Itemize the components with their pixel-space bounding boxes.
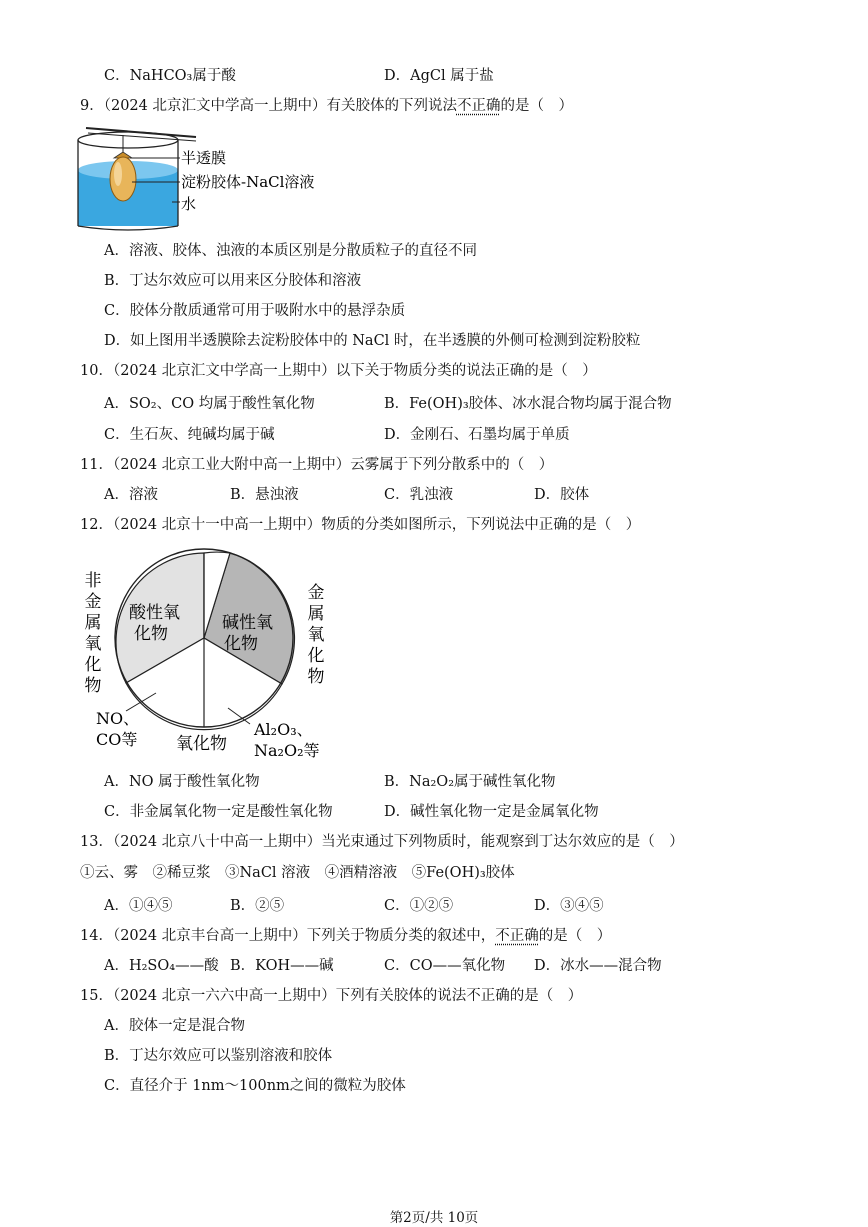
acidic-label-1: 酸性氧 [129,603,180,623]
q11-stem: 11．（2024 北京工业大附中高一上期中）云雾属于下列分散系中的（ ） [80,457,554,473]
q9-stem-prefix: 9．（2024 北京汇文中学高一上期中）有关胶体的下列说法 [80,98,457,114]
q13-option-c: C．①②⑤ [384,898,454,914]
left-label-char: 物 [84,676,102,696]
q15-option-b: B．丁达尔效应可以鉴别溶液和胶体 [104,1048,333,1064]
left-label-char: 非 [84,571,102,591]
q13-option-a: A．①④⑤ [104,898,173,914]
membrane-bag [110,157,136,201]
right-label-char: 物 [307,667,325,687]
q11-option-d: D．胶体 [534,487,590,503]
q14-stem-suffix: 的是（ ） [538,928,612,944]
q14-option-c: C．CO——氧化物 [384,958,506,974]
oxide-classification-figure [76,546,346,766]
q14-stem [80,926,611,946]
q9-option-b: B．丁达尔效应可以用来区分胶体和溶液 [104,273,362,289]
page-number: 第2页/共 10页 [389,1210,479,1226]
q13-items: ①云、雾 ②稀豆浆 ③NaCl 溶液 ④酒精溶液 ⑤Fe(OH)₃胶体 [80,865,515,881]
q9-option-c: C．胶体分散质通常可用于吸附水中的悬浮杂质 [104,303,406,319]
q11-option-c: C．乳浊液 [384,487,454,503]
q14-stem-prefix: 14．（2024 北京丰台高一上期中）下列关于物质分类的叙述中， [80,928,496,944]
q9-option-a: A．溶液、胶体、浊液的本质区别是分散质粒子的直径不同 [104,243,477,259]
al-na-label-2: Na₂O₂等 [254,741,320,760]
q11-option-b: B．悬浊液 [230,487,299,503]
left-label-char: 属 [84,613,102,633]
right-label-char: 属 [307,604,325,624]
q12-stem: 12．（2024 北京十一中高一上期中）物质的分类如图所示，下列说法中正确的是（ ） [80,517,641,533]
q10-stem: 10．（2024 北京汇文中学高一上期中）以下关于物质分类的说法正确的是（ ） [80,363,597,379]
basic-label-2: 化物 [224,634,258,654]
basic-label-1: 碱性氧 [222,613,273,633]
q10-option-a: A．SO₂、CO 均属于酸性氧化物 [104,396,315,412]
q12-option-d: D．碱性氧化物一定是金属氧化物 [384,804,599,820]
q14-option-d: D．冰水——混合物 [534,958,662,974]
q8-option-c: C．NaHCO₃属于酸 [104,68,236,84]
q12-option-c: C．非金属氧化物一定是酸性氧化物 [104,804,333,820]
right-label-char: 氧 [307,625,325,645]
q14-option-b: B．KOH——碱 [230,958,334,974]
q8-option-d: D．AgCl 属于盐 [384,68,494,84]
left-label-char: 金 [84,592,102,612]
q13-option-b: B．②⑤ [230,898,285,914]
right-label-char: 化 [307,646,325,666]
right-label-char: 金 [307,583,325,603]
label-membrane: 半透膜 [181,149,227,167]
no-co-label-2: CO等 [96,730,138,749]
q14-stem-emphasis: 不正确 [495,928,539,944]
left-label-char: 化 [84,655,102,675]
label-water: 水 [181,195,197,213]
q9-stem [80,96,573,116]
q13-stem: 13．（2024 北京八十中高一上期中）当光束通过下列物质时，能观察到丁达尔效应的是（ ） [80,834,684,850]
q15-option-c: C．直径介于 1nm～100nm之间的微粒为胶体 [104,1078,406,1094]
q13-option-d: D．③④⑤ [534,898,604,914]
q9-stem-emphasis: 不正确 [456,98,501,114]
q12-option-b: B．Na₂O₂属于碱性氧化物 [384,774,556,790]
q15-option-a: A．胶体一定是混合物 [104,1018,245,1034]
q14-option-a: A．H₂SO₄——酸 [104,958,219,974]
label-colloid: 淀粉胶体-NaCl溶液 [181,173,315,191]
q10-option-b: B．Fe(OH)₃胶体、冰水混合物均属于混合物 [384,396,672,412]
q11-option-a: A．溶液 [104,487,158,503]
al-na-label-1: Al₂O₃、 [254,720,313,739]
acidic-label-2: 化物 [134,624,168,644]
dialysis-figure [72,122,342,232]
oxide-label: 氧化物 [176,734,227,754]
q10-option-c: C．生石灰、纯碱均属于碱 [104,427,275,443]
q9-stem-suffix: 的是（ ） [500,98,573,114]
q9-option-d: D．如上图用半透膜除去淀粉胶体中的 NaCl 时，在半透膜的外侧可检测到淀粉胶粒 [104,333,641,349]
no-co-label-1: NO、 [96,709,140,728]
q12-option-a: A．NO 属于酸性氧化物 [104,774,260,790]
q10-option-d: D．金刚石、石墨均属于单质 [384,427,570,443]
q15-stem: 15．（2024 北京一六六中高一上期中）下列有关胶体的说法不正确的是（ ） [80,988,583,1004]
left-label-char: 氧 [84,634,102,654]
